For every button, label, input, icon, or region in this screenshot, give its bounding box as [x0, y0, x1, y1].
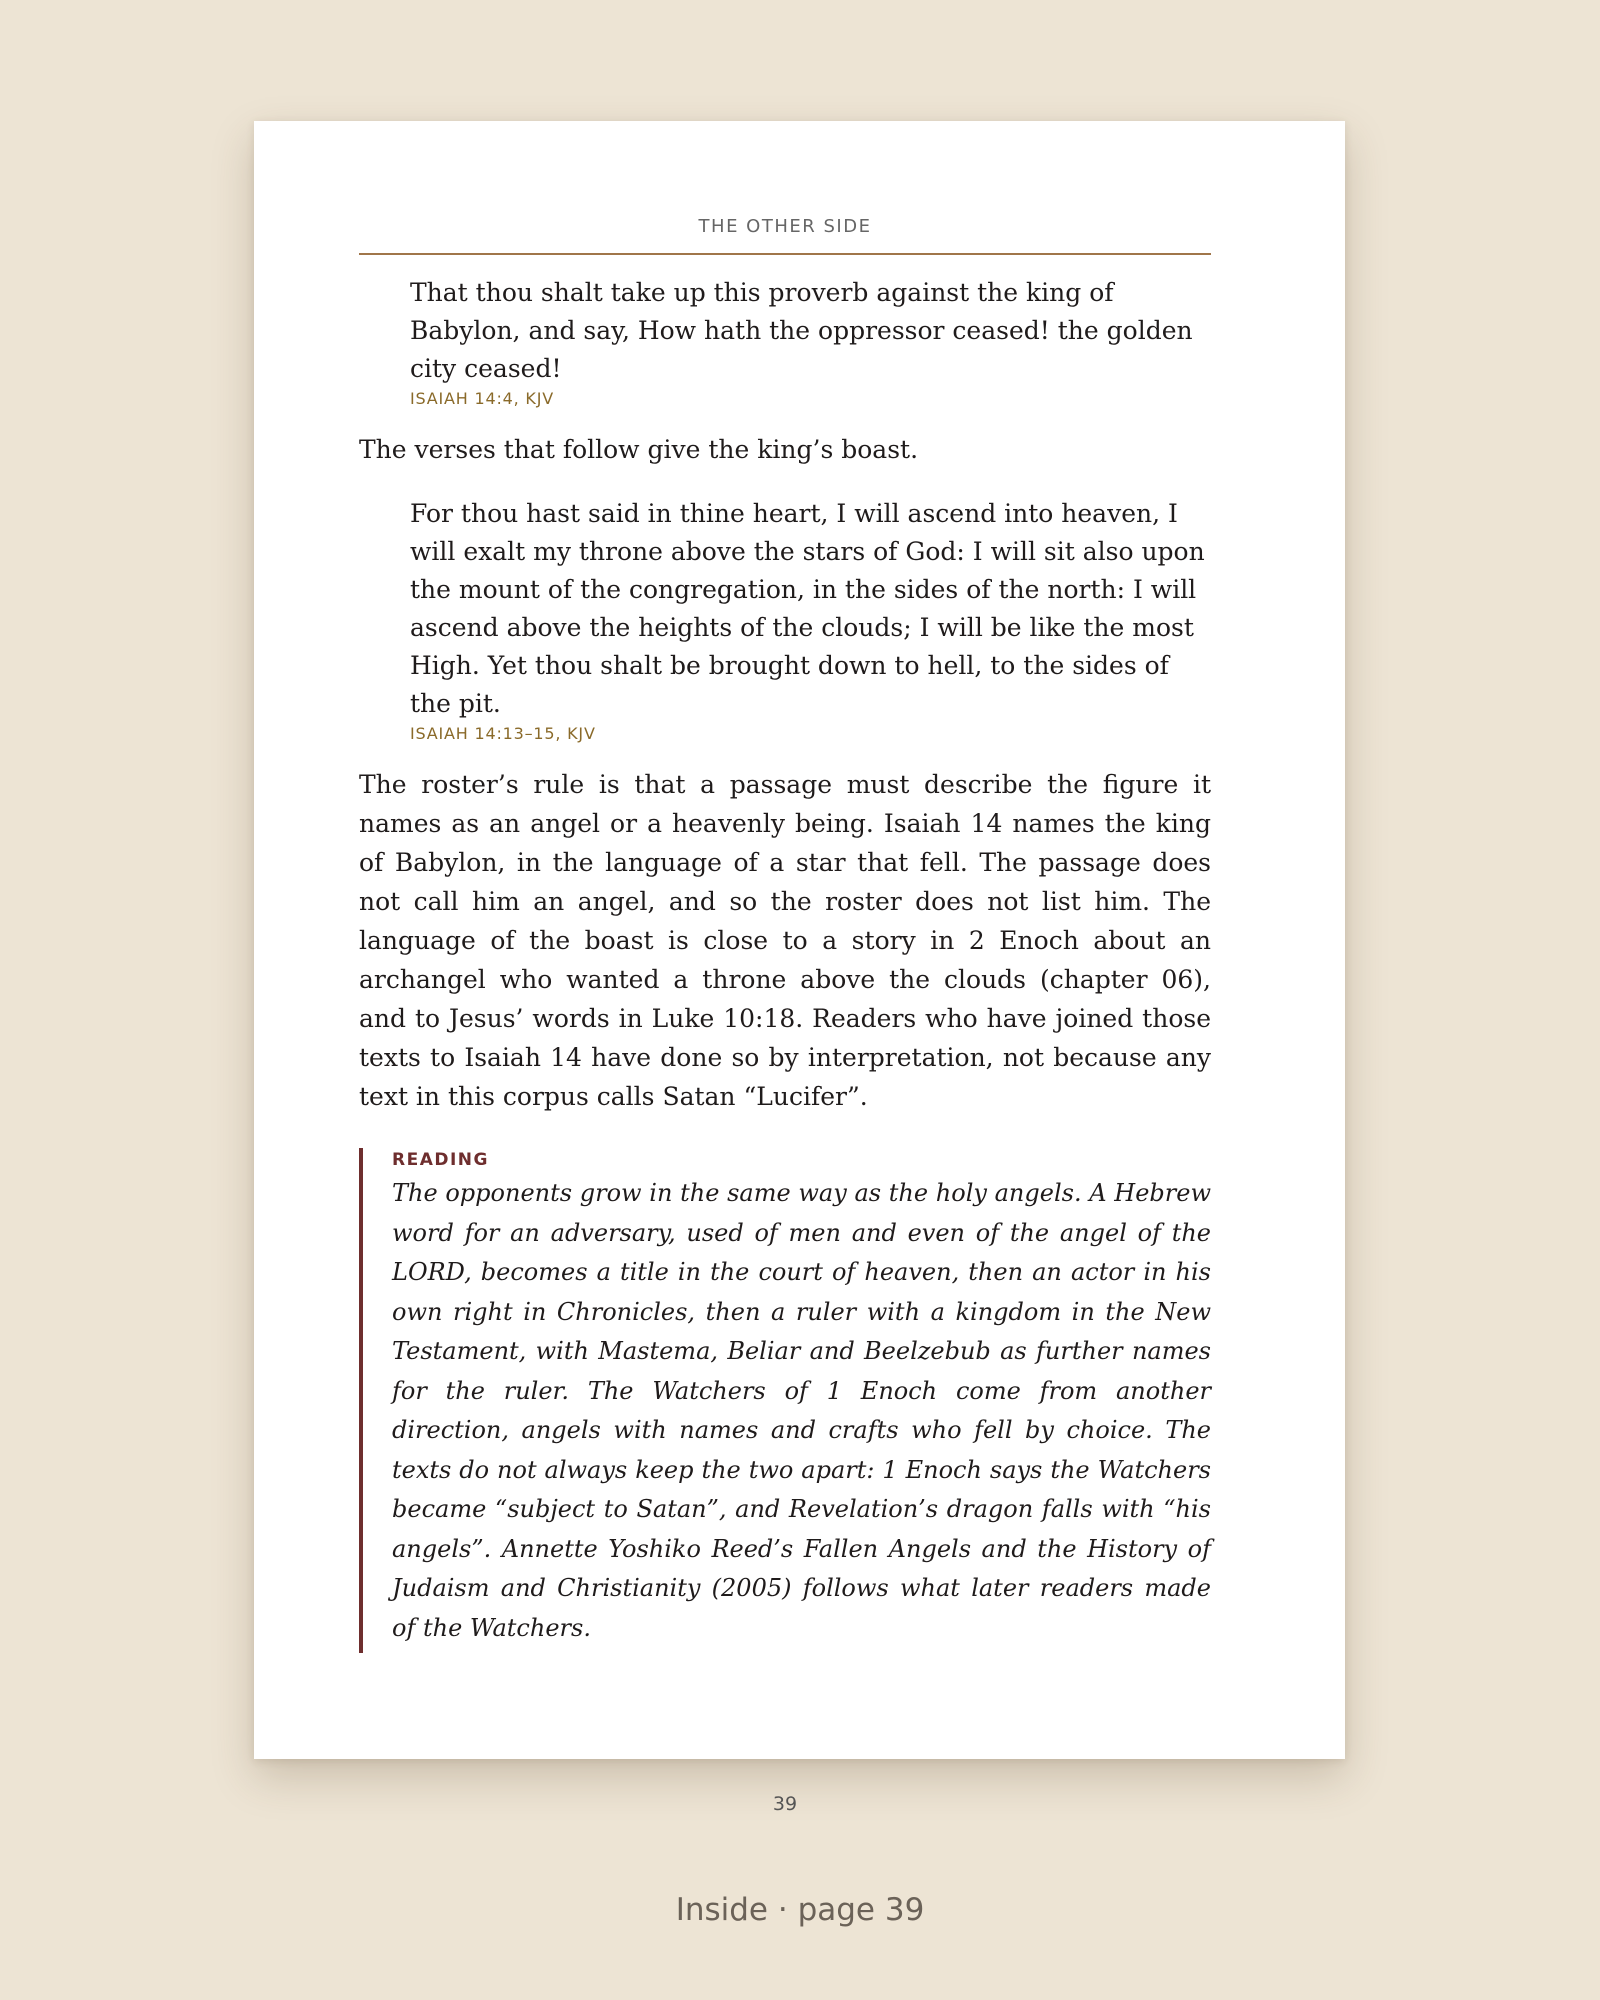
quote-text: That thou shalt take up this proverb against the king of Babylon, and say, How hath the oppressor ceased! the golden city ceased!: [410, 278, 1193, 383]
block-quote-1: [410, 274, 1211, 408]
quote-text: For thou hast said in thine heart, I will ascend into heaven, I will exalt my throne above the stars of God: I will sit also upon the mount of the congregation, in the sides of the north: I will ascend above the heights of the clouds; I will be like the most High. Yet thou shalt be brought down to hell, to the sides of the pit.: [410, 499, 1205, 718]
page-number: 39: [772, 1793, 798, 1815]
reading-sidebar: [359, 1148, 1211, 1653]
block-quote-2: [410, 495, 1211, 743]
reading-text: The opponents grow in the same way as the holy angels. A Hebrew word for an adversary, used of men and even of the angel of the LORD, becomes a title in the court of heaven, then an actor in his own right in Chronicles, then a ruler with a kingdom in the New Testament, with Mastema, Beliar and Beelzebub as further names for the ruler. The Watchers of 1 Enoch come from another direction, angels with names and crafts who fell by choice. The texts do not always keep the two apart: 1 Enoch says the Watchers became “subject to Satan”, and Revelation’s dragon falls with “his angels”. Annette Yoshiko Reed’s Fallen Angels and the History of Judaism and Christianity (2005) follows what later readers made of the Watchers.: [392, 1179, 1211, 1642]
quote-citation: ISAIAH 14:13–15, KJV: [410, 724, 596, 743]
book-page: [254, 121, 1345, 1815]
quote-citation: ISAIAH 14:4, KJV: [410, 389, 554, 408]
body-paragraph-2: The roster’s rule is that a passage must describe the figure it names as an angel or a heavenly being. Isaiah 14 names the king of Babylon, in the language of a star that fell. The passage does not call him an angel, and so the roster does not list him. The language of the boast is close to a story in 2 Enoch about an archangel who wanted a throne above the clouds (chapter 06), and to Jesus’ words in Luke 10:18. Readers who have joined those texts to Isaiah 14 have done so by interpretation, not because any text in this corpus calls Satan “Lucifer”.: [359, 770, 1211, 1111]
body-paragraph-1: The verses that follow give the king’s boast.: [359, 435, 919, 464]
reading-label: READING: [392, 1150, 489, 1170]
running-head: THE OTHER SIDE: [698, 216, 872, 237]
header-rule: [359, 253, 1211, 255]
page-content: [359, 274, 1211, 1653]
page-caption: Inside · page 39: [675, 1892, 925, 1928]
